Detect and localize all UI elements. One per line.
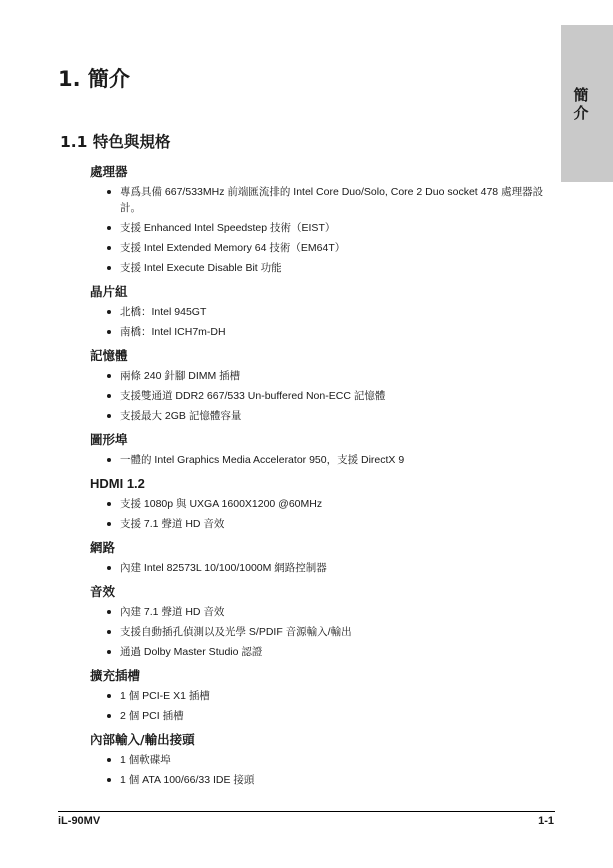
list-item: 兩條 240 針腳 DIMM 插槽 <box>90 368 560 384</box>
spec-group-chipset <box>90 283 560 340</box>
list-item: 支援雙通道 DDR2 667/533 Un-buffered Non-ECC 記憶體 <box>90 388 560 404</box>
footer-model: iL-90MV <box>58 815 101 827</box>
spec-group-audio <box>90 583 560 660</box>
list-item: 1 個軟碟埠 <box>90 752 560 768</box>
spec-group-internal-io <box>90 731 560 788</box>
list-item: 支援自動插孔偵測以及光學 S/PDIF 音源輸入/輸出 <box>90 624 560 640</box>
list-item: 內建 Intel 82573L 10/100/1000M 網路控制器 <box>90 560 560 576</box>
group-heading: HDMI 1.2 <box>90 476 145 491</box>
spec-list <box>90 163 560 795</box>
list-item: 通過 Dolby Master Studio 認證 <box>90 644 560 660</box>
list-item: 專爲具備 667/533MHz 前端匯流排的 Intel Core Duo/Solo, Core 2 Duo socket 478 處理器設計。 <box>90 184 560 216</box>
list-item: 1 個 PCI-E X1 插槽 <box>90 688 560 704</box>
group-heading: 處理器 <box>90 164 128 179</box>
section-title: 1.1 特色與規格 <box>60 133 171 151</box>
list-item: 支援 7.1 聲道 HD 音效 <box>90 516 560 532</box>
list-item: 2 個 PCI 插槽 <box>90 708 560 724</box>
group-heading: 圖形埠 <box>90 432 128 447</box>
list-item: 支援 1080p 與 UXGA 1600X1200 @60MHz <box>90 496 560 512</box>
footer-page-number: 1-1 <box>538 815 554 827</box>
list-item: 南橋：Intel ICH7m-DH <box>90 324 560 340</box>
spec-group-cpu <box>90 163 560 276</box>
spec-group-graphics <box>90 431 560 468</box>
group-heading: 擴充插槽 <box>90 668 141 683</box>
group-heading: 晶片組 <box>90 284 128 299</box>
spec-group-network <box>90 539 560 576</box>
group-heading: 內部輸入/輸出接頭 <box>90 732 195 747</box>
list-item: 北橋：Intel 945GT <box>90 304 560 320</box>
list-item: 內建 7.1 聲道 HD 音效 <box>90 604 560 620</box>
chapter-title: 1. 簡介 <box>58 67 130 91</box>
side-tab-label: 簡介 <box>573 86 589 122</box>
footer-divider <box>58 811 555 812</box>
list-item: 支援 Intel Extended Memory 64 技術（EM64T） <box>90 240 560 256</box>
spec-group-expansion <box>90 667 560 724</box>
spec-group-memory <box>90 347 560 424</box>
group-heading: 網路 <box>90 540 116 555</box>
group-heading: 記憶體 <box>90 348 128 363</box>
list-item: 一體的 Intel Graphics Media Accelerator 950，支援 DirectX 9 <box>90 452 560 468</box>
group-heading: 音效 <box>90 584 116 599</box>
list-item: 支援 Intel Execute Disable Bit 功能 <box>90 260 560 276</box>
list-item: 1 個 ATA 100/66/33 IDE 接頭 <box>90 772 560 788</box>
list-item: 支援 Enhanced Intel Speedstep 技術（EIST） <box>90 220 560 236</box>
list-item: 支援最大 2GB 記憶體容量 <box>90 408 560 424</box>
spec-group-hdmi <box>90 475 560 532</box>
